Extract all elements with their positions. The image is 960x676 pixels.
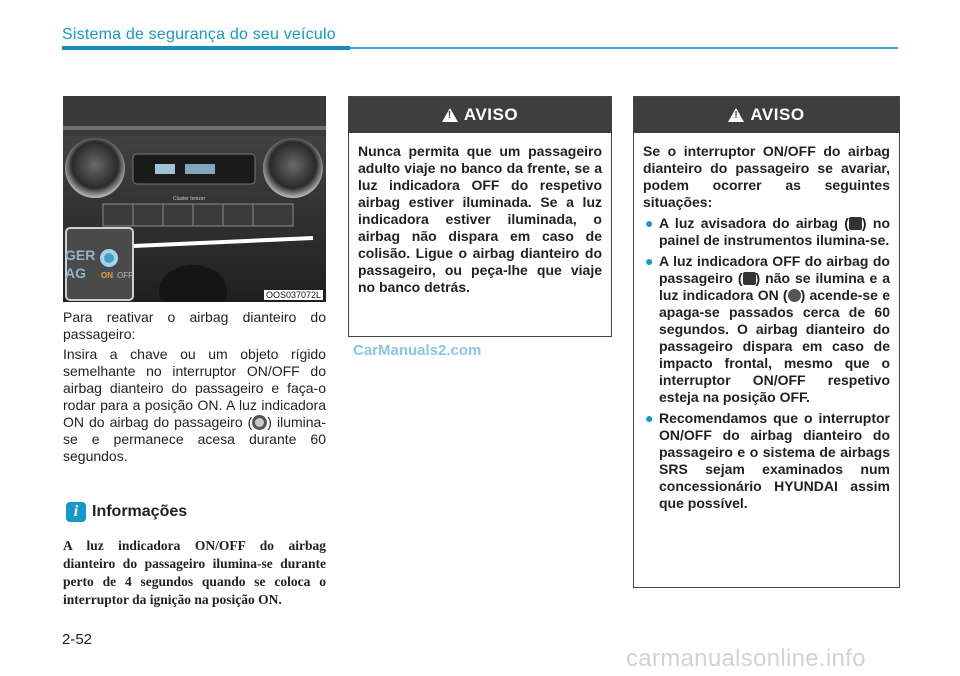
warning-bullet-1	[643, 215, 890, 249]
panel-label: Cluster Ionizer	[173, 196, 206, 202]
warning-box-1	[348, 96, 612, 337]
ger-label: GER	[65, 247, 96, 263]
warning-bullet-2	[643, 253, 890, 406]
para2-text-a: Insira a chave ou um objeto rígido semelhante no interruptor ON/OFF do airbag dianteiro do passageiro e faça-o rodar para a posição ON. A luz indicadora ON do airbag do passageiro (	[63, 346, 326, 430]
warning-header-1	[349, 97, 611, 133]
bullet-icon: ●	[645, 410, 654, 426]
warning-text-1: Nunca permita que um passageiro adulto viaje no banco da frente, se a luz indicadora OFF do respetivo airbag estiver iluminada. Se a luz indicadora estiver iluminada, o airbag não dispara em caso de colisão. Ligue o airbag dianteiro do passageiro, ou peça-lhe que viaje no banco detrás.	[358, 143, 602, 295]
bullet-icon: ●	[645, 215, 654, 231]
console-photo	[63, 96, 326, 302]
on-label: ON	[101, 271, 113, 280]
section-title: Sistema de segurança do seu veículo	[62, 26, 336, 43]
warning-triangle-icon	[442, 108, 458, 122]
warning-intro-2: Se o interruptor ON/OFF do airbag dianteiro do passageiro se avariar, podem ocorrer as seguintes situações:	[643, 143, 890, 210]
warning-triangle-icon	[728, 108, 744, 122]
airbag-on-indicator-icon	[788, 289, 801, 302]
header-rule-dark	[62, 46, 350, 50]
warning-header-2	[634, 97, 899, 133]
airbag-off-indicator-icon	[743, 272, 756, 285]
header-rule-light	[350, 47, 898, 49]
info-title: Informações	[92, 503, 188, 520]
bullet-icon: ●	[645, 253, 654, 269]
bullet-2-text-b: ) não se ilumina e a luz indicadora ON (	[659, 270, 890, 303]
instruction-paragraph-1: Para reativar o airbag dianteiro do passageiro:	[63, 309, 326, 342]
warning-box-2	[633, 96, 900, 588]
info-text: A luz indicadora ON/OFF do airbag dianteiro do passageiro ilumina-se durante perto de 4 segundos quando se coloca o interruptor da ignição na posição ON.	[63, 538, 326, 607]
airbag-on-indicator-icon	[252, 415, 267, 430]
bullet-2-text-a: A luz indicadora OFF do airbag do passageiro (	[659, 253, 890, 286]
footer-site-mark: carmanualsonline.info	[626, 645, 866, 672]
warning-title-2: AVISO	[750, 105, 805, 124]
bullet-2-text-c: ) acende-se e apaga-se passados cerca de 60 segundos. O airbag dianteiro do passageiro dispara em caso de impacto frontal, mesmo que o interruptor ON/OFF respetivo esteja na posição OFF.	[659, 287, 890, 405]
ag-label: AG	[65, 265, 86, 281]
figure-code: OOS037072L	[265, 290, 321, 300]
warning-bullet-3	[643, 410, 890, 512]
bullet-1-text-a: A luz avisadora do airbag (	[659, 215, 849, 231]
instruction-paragraph-2	[63, 346, 326, 465]
para2-text-b: ) ilumina-se e permanece acesa durante 60 segundos.	[63, 414, 326, 464]
off-label: OFF	[117, 271, 133, 280]
bullet-1-text-b: ) no painel de instrumentos ilumina-se.	[659, 215, 890, 248]
warning-title-1: AVISO	[463, 105, 519, 124]
page-number: 2-52	[62, 631, 93, 648]
info-icon: i	[66, 502, 86, 522]
bullet-3-text: Recomendamos que o interruptor ON/OFF do airbag dianteiro do passageiro e o sistema de airbags SRS sejam examinados num concessionário HYUNDAI assim que possível.	[659, 410, 890, 511]
airbag-warning-icon	[849, 217, 862, 230]
warning-content-2	[634, 133, 899, 512]
watermark: CarManuals2.com	[353, 342, 482, 359]
